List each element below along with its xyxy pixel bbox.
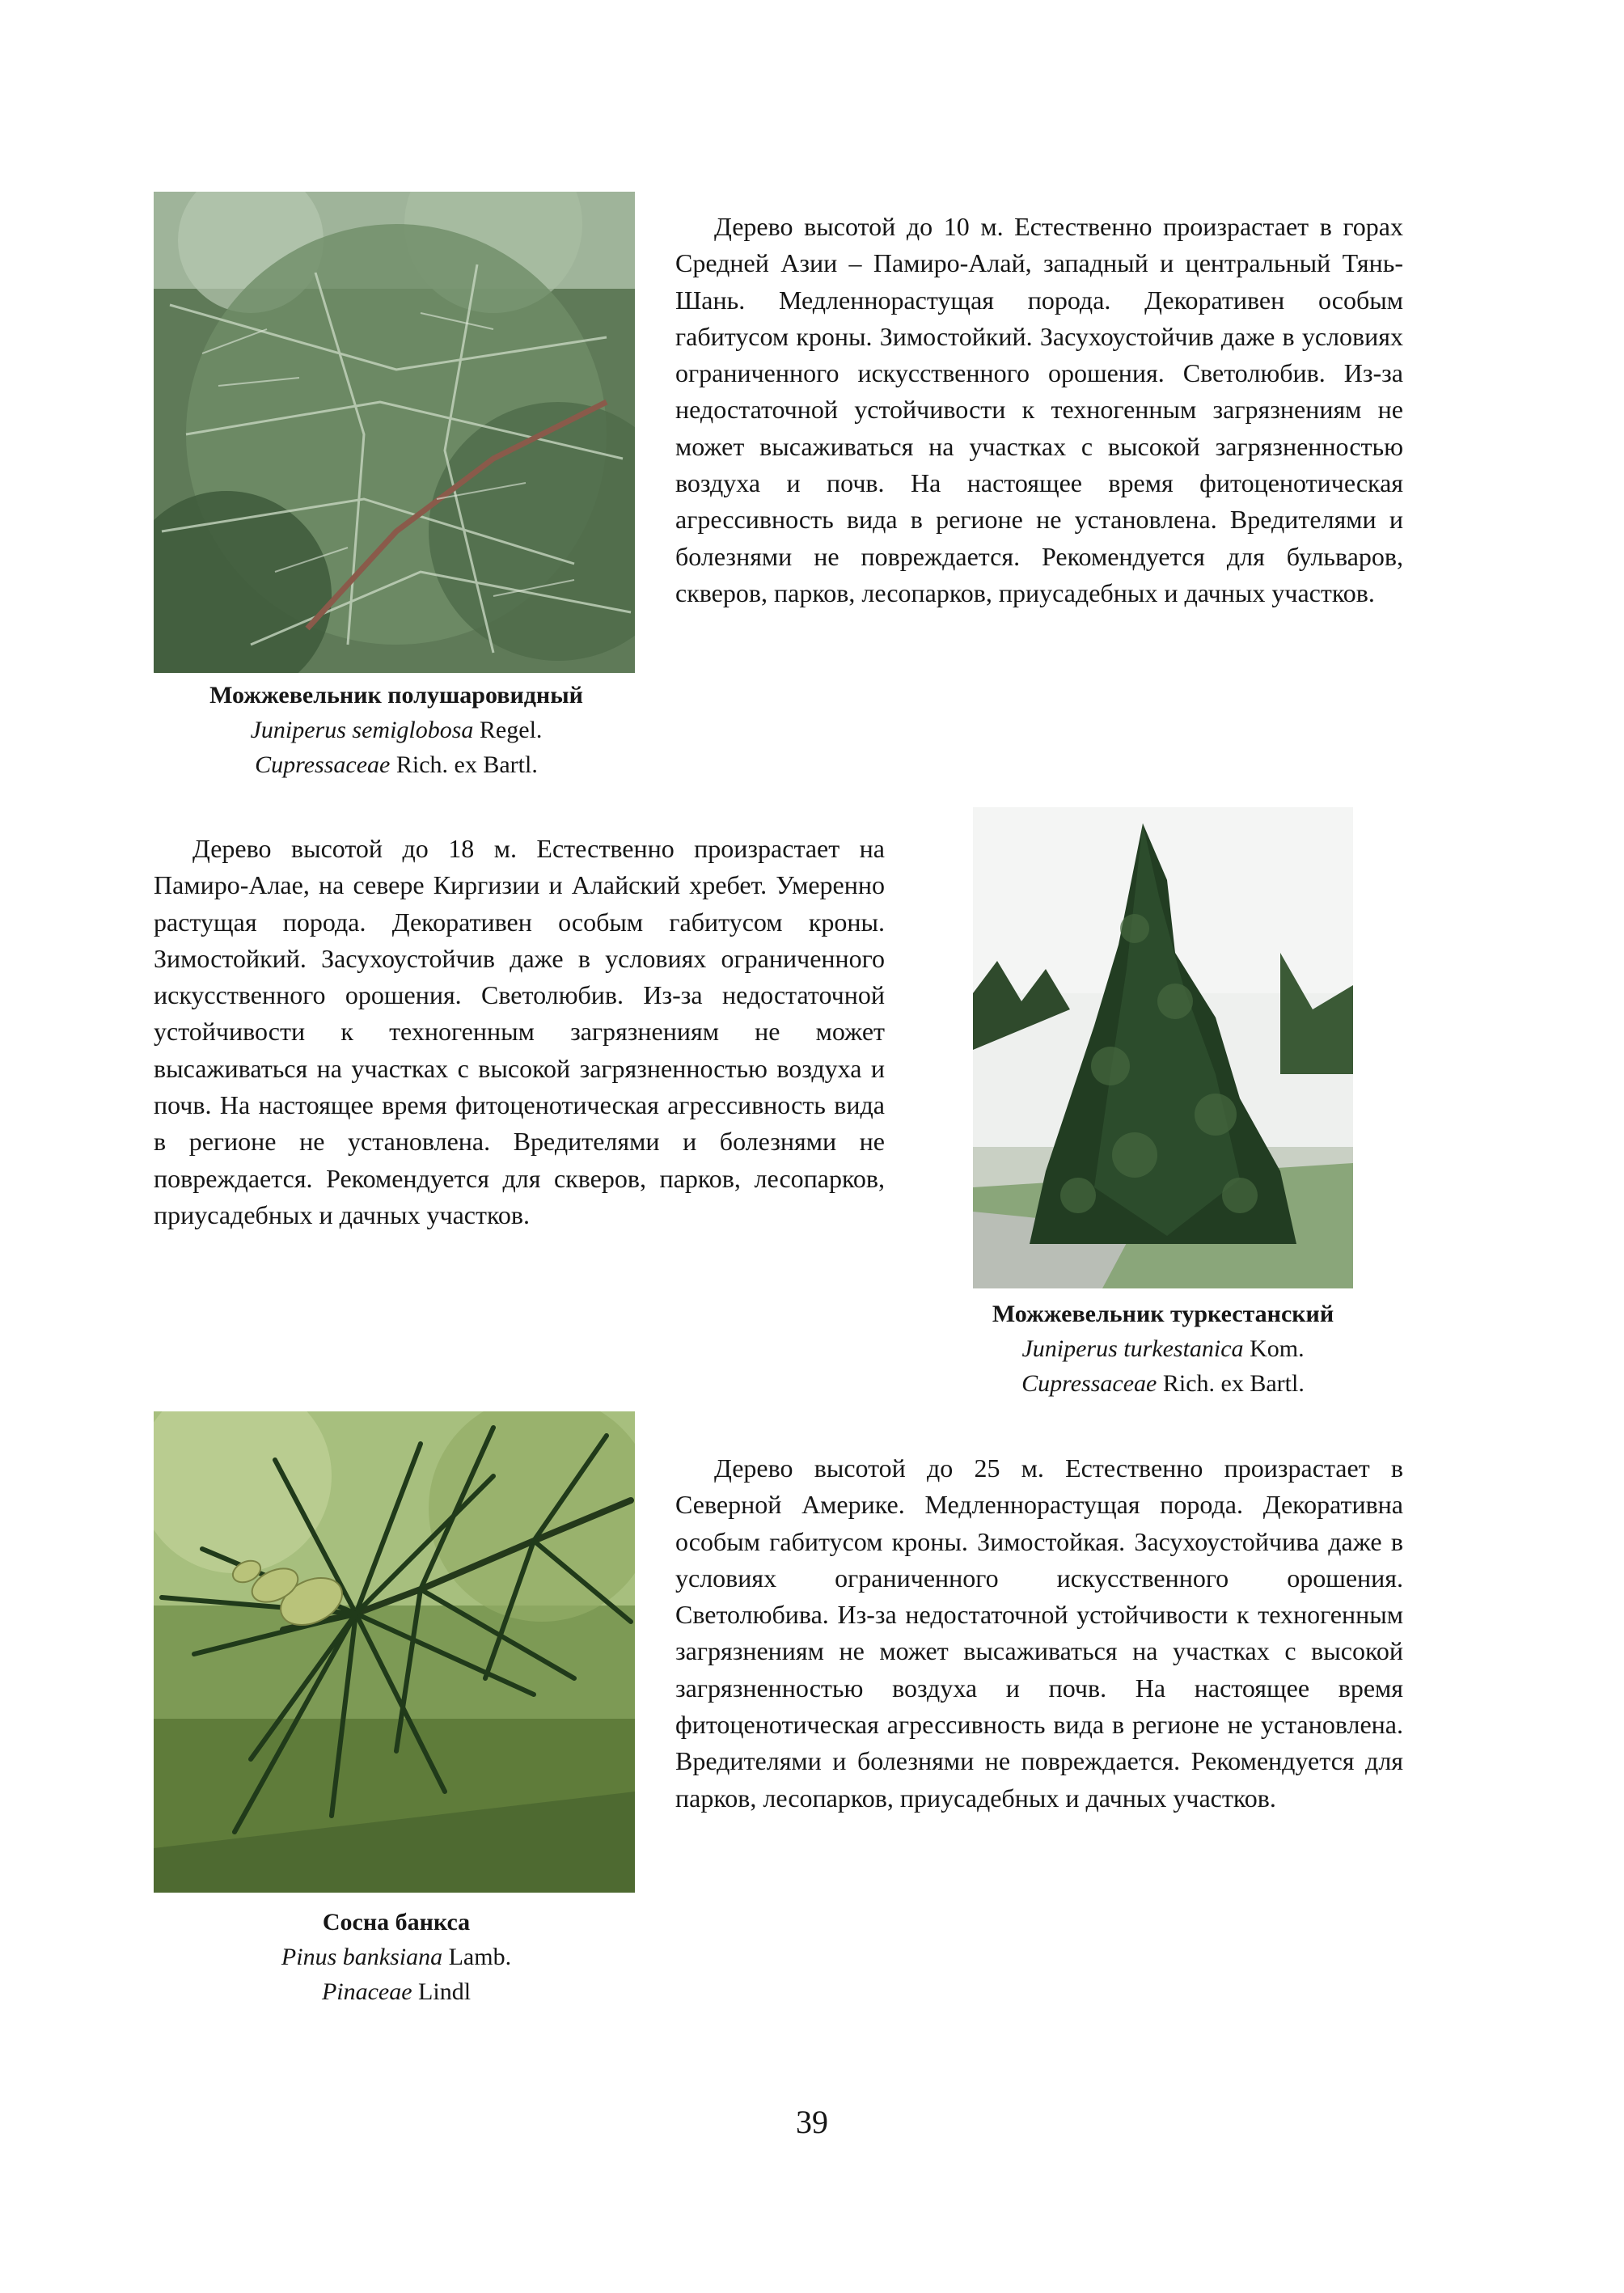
juniper-turkestanica-caption <box>912 1297 1414 1401</box>
juniper-semiglobosa-caption <box>121 678 671 782</box>
juniper-semiglobosa-photo <box>154 192 635 673</box>
caption-family: Pinaceae <box>321 1978 412 2005</box>
caption-common-name: Можжевельник туркестанский <box>992 1301 1334 1327</box>
caption-latin-author: Regel. <box>479 717 543 743</box>
juniper-turkestanica-photo <box>973 807 1353 1288</box>
caption-family: Cupressaceae <box>255 751 391 778</box>
caption-latin-name: Juniperus semiglobosa <box>250 717 474 743</box>
page-number: 39 <box>796 2104 828 2140</box>
caption-family: Cupressaceae <box>1021 1370 1157 1397</box>
caption-latin-name: Juniperus turkestanica <box>1021 1335 1244 1362</box>
caption-latin-author: Kom. <box>1250 1335 1305 1362</box>
caption-latin-name: Pinus banksiana <box>281 1944 443 1970</box>
caption-family-author: Rich. ex Bartl. <box>1162 1370 1305 1397</box>
pinus-banksiana-caption <box>121 1905 671 2009</box>
pinus-banksiana-photo <box>154 1411 635 1893</box>
pinus-banksiana-description: Дерево высотой до 25 м. Естественно произрастает в Северной Америке. Медленнорастущая порода. Декоративна особым габитусом кроны. Зимостойкая. Засухоустойчива даже в условиях ограниченного искусственного орошения. Светолюбива. Из-за недостаточной устойчивости к техногенным загрязнениям не может высаживаться на участках с высокой загрязненностью воздуха и почв. На настоящее время фитоценотическая агрессивность вида в регионе не установлена. Вредителями и болезнями не повреждается. Рекомендуется для парков, лесопарков, приусадебных и дачных участков. <box>675 1453 1403 1813</box>
caption-family-author: Lindl <box>418 1978 472 2005</box>
caption-family-author: Rich. ex Bartl. <box>395 751 538 778</box>
juniper-turkestanica-description: Дерево высотой до 18 м. Естественно произрастает на Памиро-Алае, на севере Киргизии и Алайский хребет. Умеренно растущая порода. Декоративен особым габитусом кроны. Зимостойкий. Засухоустойчив даже в условиях ограниченного искусственного орошения. Светолюбив. Из-за недостаточной устойчивости к техногенным загрязнениям не может высаживаться на участках с высокой загрязненностью воздуха и почв. На настоящее время фитоценотическая агрессивность вида в регионе не установлена. Вредителями и болезнями не повреждается. Рекомендуется для скверов, парков, лесопарков, приусадебных и дачных участков. <box>154 834 885 1229</box>
caption-common-name: Можжевельник полушаровидный <box>209 682 583 709</box>
caption-common-name: Сосна банкса <box>322 1909 471 1936</box>
caption-latin-author: Lamb. <box>448 1944 512 1970</box>
juniper-semiglobosa-description: Дерево высотой до 10 м. Естественно произрастает в горах Средней Азии – Памиро-Алай, западный и центральный Тянь-Шань. Медленнорастущая порода. Декоративен особым габитусом кроны. Зимостойкий. Засухоустойчив даже в условиях ограниченного искусственного орошения. Светолюбив. Из-за недостаточной устойчивости к техногенным загрязнениям не может высаживаться на участках с высокой загрязненностью воздуха и почв. На настоящее время фитоценотическая агрессивность вида в регионе не установлена. Вредителями и болезнями не повреждается. Рекомендуется для бульваров, скверов, парков, лесопарков, приусадебных и дачных участков. <box>675 212 1403 607</box>
